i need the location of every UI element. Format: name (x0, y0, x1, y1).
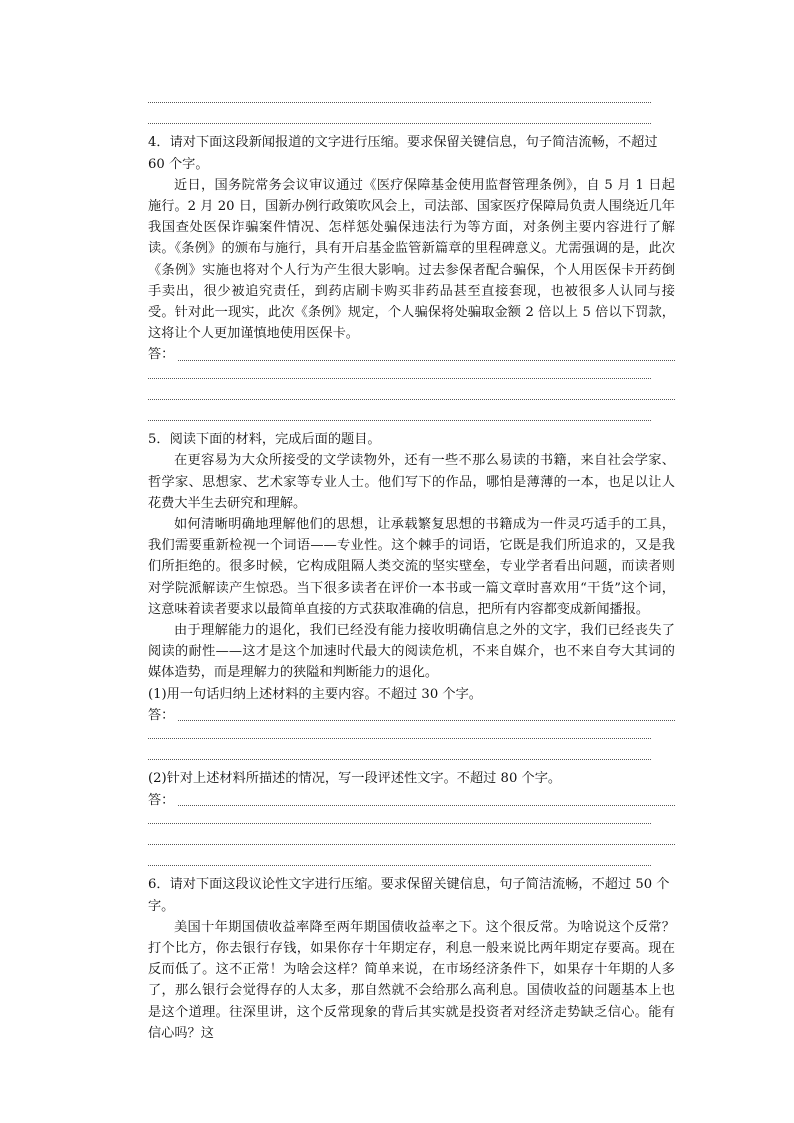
answer-line (148, 90, 675, 111)
question-5-sub-2: (2)针对上述材料所描述的情况，写一段评述性文字。不超过 80 个字。 (148, 771, 562, 787)
answer-line[interactable] (148, 853, 675, 874)
answer-label: 答： (148, 347, 175, 363)
answer-row[interactable] (148, 344, 675, 365)
answer-line[interactable] (148, 747, 675, 768)
answer-row[interactable] (148, 705, 675, 726)
answer-blank[interactable] (178, 360, 675, 361)
answer-line (148, 111, 675, 132)
question-4-title: 4．请对下面这段新闻报道的文字进行压缩。要求保留关键信息，句子简洁流畅，不超过 60 个字。 (148, 135, 658, 172)
answer-line[interactable] (148, 408, 675, 429)
answer-blank[interactable] (178, 720, 675, 721)
question-6-title: 6．请对下面这段议论性文字进行压缩。要求保留关键信息，句子简洁流畅，不超过 50 个字。 (148, 877, 670, 914)
question-5-title: 5．阅读下面的材料，完成后面的题目。 (148, 432, 381, 448)
answer-line[interactable] (148, 366, 675, 387)
answer-label: 答： (148, 792, 175, 808)
answer-label: 答： (148, 707, 175, 723)
answer-blank[interactable] (178, 805, 675, 806)
document-page (148, 90, 675, 1044)
answer-line[interactable] (148, 811, 675, 832)
answer-line[interactable] (148, 387, 675, 408)
question-5-paragraph: 如何清晰明确地理解他们的思想，让承载繁复思想的书籍成为一件灵巧适手的工具，我们需要重新检视一个词语——专业性。这个棘手的词语，它既是我们所追求的，又是我们所拒绝的。很多时候，它构成阻隔人类交流的坚实壁垒，专业学者看出问题，而读者则对学院派解读产生惊恐。当下很多读者在评价一本书或一篇文章时喜欢用“干货”这个词，这意味着读者要求以最简单直接的方式获取准确的信息，把所有内容都变成新闻播报。 (148, 516, 675, 617)
question-5-sub-1: (1)用一句话归纳上述材料的主要内容。不超过 30 个字。 (148, 686, 482, 702)
answer-line[interactable] (148, 726, 675, 747)
question-6-passage: 美国十年期国债收益率降至两年期国债收益率之下。这个很反常。为啥说这个反常？打个比方，你去银行存钱，如果你存十年期定存，利息一般来说比两年期定存要高。现在反而低了。这不正常！为啥会这样？简单来说，在市场经济条件下，如果存十年期的人多了，那么银行会觉得存的人太多，那自然就不会给那么高利息。国债收益的问题基本上也是这个道理。往深里讲，这个反常现象的背后其实就是投资者对经济走势缺乏信心。能有信心吗？这 (148, 919, 675, 1041)
question-5-paragraph: 由于理解能力的退化，我们已经没有能力接收明确信息之外的文字，我们已经丧失了阅读的耐性——这才是这个加速时代最大的阅读危机，不来自媒介，也不来自夸大其词的媒体造势，而是理解力的狭隘和判断能力的退化。 (148, 622, 675, 681)
answer-line[interactable] (148, 832, 675, 853)
question-5-paragraph: 在更容易为大众所接受的文学读物外，还有一些不那么易读的书籍，来自社会学家、哲学家、思想家、艺术家等专业人士。他们写下的作品，哪怕是薄薄的一本，也足以让人花费大半生去研究和理解。 (148, 453, 675, 511)
question-4-passage: 近日，国务院常务会议审议通过《医疗保障基金使用监督管理条例》，自 5 月 1 日起施行。2 月 20 日，国新办例行政策吹风会上，司法部、国家医疗保障局负责人围绕近几年我国查处医保诈骗案件情况、怎样惩处骗保违法行为等方面，对条例主要内容进行了解读。《条例》的颁布与施行，具有开启基金监管新篇章的里程碑意义。尤需强调的是，此次《条例》实施也将对个人行为产生很大影响。过去参保者配合骗保，个人用医保卡开药倒手卖出，很少被追究责任，到药店刷卡购买非药品甚至直接套现，也被很多人认同与接受。针对此一现实，此次《条例》规定，个人骗保将处骗取金额 2 倍以上 5 倍以下罚款，这将让个人更加谨慎地使用医保卡。 (148, 177, 675, 342)
answer-row[interactable] (148, 790, 675, 811)
